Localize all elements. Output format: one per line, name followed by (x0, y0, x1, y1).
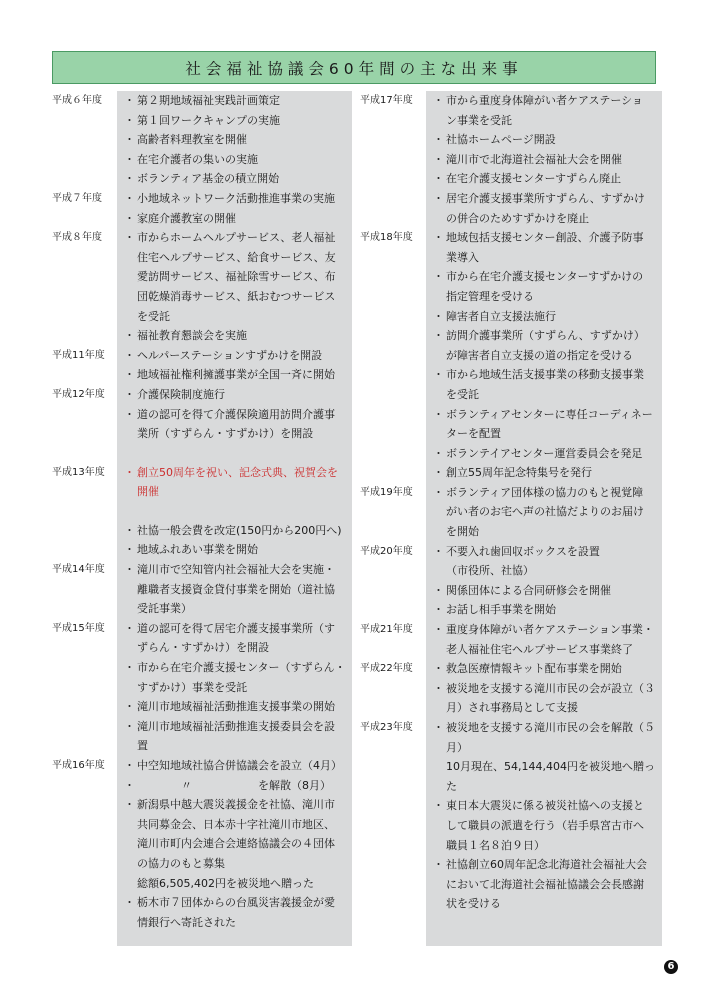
event-line: ・ 滝川市で北海道社会福祉大会を開催 (446, 152, 622, 166)
timeline-entry (360, 659, 664, 718)
event-item (126, 619, 348, 658)
event-item (435, 189, 660, 228)
event-item (126, 717, 348, 756)
event-line: すずかけ）事業を受託 (137, 680, 248, 694)
year-label: 平成16年度 (52, 760, 105, 771)
page-title (52, 51, 656, 84)
event-item (126, 540, 348, 560)
year-label: 平成13年度 (52, 466, 105, 478)
timeline-entry (360, 542, 664, 620)
year-label: 平成19年度 (360, 486, 413, 498)
event-line: ・ 不要入れ歯回収ボックスを設置 (446, 544, 600, 558)
event-line: ・ 市から在宅介護支援センターすずかけの (446, 270, 644, 284)
year-label: 平成22年度 (360, 663, 413, 675)
event-line: 指定管理を受ける (446, 289, 534, 303)
left-column (52, 91, 352, 932)
event-item (126, 893, 348, 932)
event-item (126, 346, 348, 366)
event-item (435, 679, 660, 718)
event-item (435, 659, 660, 679)
event-item (435, 91, 660, 130)
event-list (118, 189, 352, 228)
event-line: ・ 市から重度身体障がい者ケアステーショ (446, 94, 643, 107)
event-line: ・ 被災地を支援する滝川市民の会を解散（５ (446, 721, 655, 734)
event-line: ・ ヘルパーステーションすずかけを開設 (137, 348, 323, 362)
event-line: ・ 滝川市地域福祉活動推進支援委員会を設 (137, 719, 335, 733)
event-line: 状を受ける (446, 897, 501, 911)
event-item (435, 150, 660, 170)
event-line: ・ 在宅介護支援センターすずらん廃止 (446, 172, 622, 186)
event-line: ・ 介護保険制度施行 (137, 387, 225, 401)
timeline-entry (360, 228, 664, 483)
event-line: （市役所、社協） (446, 564, 534, 578)
event-line: ・ 地域ふれあい事業を開始 (137, 543, 258, 557)
event-line: ずらん・すずかけ）を開設 (137, 641, 270, 655)
event-line: ・ 在宅介護者の集いの実施 (137, 152, 258, 166)
event-list (427, 483, 664, 542)
event-line: ・ 社協創立60周年記念北海道社会福祉大会 (446, 858, 647, 872)
event-line: ・ 道の認可を得て居宅介護支援事業所（す (137, 621, 335, 635)
event-line: ・ 関係団体による合同研修会を開催 (446, 583, 611, 597)
event-line: ・ 市から在宅介護支援センター（すずらん・ (137, 661, 346, 675)
event-line: 住宅ヘルプサービス、給食サービス、友 (137, 250, 336, 264)
event-line: ・ 市からホームヘルプサービス、老人福祉 (137, 231, 336, 245)
event-item (435, 267, 660, 306)
year-label: 平成15年度 (52, 622, 105, 634)
event-item (435, 483, 660, 542)
event-list (118, 560, 352, 619)
event-item (126, 697, 348, 717)
event-line: 総額6,505,402円を被災地へ贈った (137, 876, 314, 890)
event-line: 業所（すずらん・すずかけ）を開設 (137, 427, 314, 441)
timeline-entry (52, 560, 352, 619)
event-line: 月）され事務局として支援 (446, 701, 578, 715)
event-item (435, 718, 660, 757)
event-line: ・ 第２期地域福祉実践計画策定 (137, 94, 280, 107)
timeline-entry (52, 756, 352, 932)
event-item (435, 307, 660, 327)
event-line: ン事業を受託 (446, 113, 512, 127)
event-item (126, 658, 348, 697)
event-item (126, 405, 348, 444)
event-line: が障害者自立支援の道の指定を受ける (446, 348, 633, 362)
event-item (435, 581, 660, 601)
event-item (126, 189, 348, 209)
event-line: ・ 社協ホームページ開設 (446, 133, 556, 147)
event-line: 職員１名８泊９日） (446, 838, 545, 852)
event-list (118, 385, 352, 444)
event-item (126, 130, 348, 150)
event-line: 受託事業） (137, 602, 192, 616)
event-item (126, 776, 348, 796)
event-line: ・ 東日本大震災に係る被災社協への支援と (446, 799, 644, 813)
event-item (126, 385, 348, 405)
event-line: ・ 訪問介護事業所（すずらん、すずかけ） (446, 329, 645, 343)
event-list (118, 228, 352, 346)
event-list (118, 619, 352, 756)
event-line: ・ お話し相手事業を開始 (446, 603, 556, 617)
event-line: 情銀行へ寄託された (137, 915, 236, 929)
right-column (360, 91, 664, 914)
event-item (126, 365, 348, 385)
event-item (126, 795, 348, 893)
event-item (126, 169, 348, 189)
event-list (118, 756, 352, 932)
event-item (435, 130, 660, 150)
event-line: ・ 小地域ネットワーク活動推進事業の実施 (137, 191, 335, 205)
event-line: ・ 高齢者料理教室を開催 (137, 133, 247, 147)
year-label: 平成６年度 (52, 95, 102, 106)
event-line: を受託 (446, 387, 479, 401)
page-number: 6 (664, 960, 678, 974)
timeline-entry (360, 620, 664, 659)
event-line: ・ 福祉教育懇談会を実施 (137, 329, 247, 343)
event-item (435, 542, 660, 581)
event-line: ・ 地域福祉権利擁護事業が全国一斉に開始 (137, 368, 335, 382)
event-line: ・ 滝川市で空知管内社会福祉大会を実施・ (137, 563, 335, 577)
event-line: 愛訪問サービス、福祉除雪サービス、布 (137, 270, 336, 284)
event-line: ・ 救急医療情報キット配布事業を開始 (446, 662, 622, 676)
event-item (435, 757, 660, 796)
event-line: ・ 創立55周年記念特集号を発行 (446, 466, 592, 480)
event-line: ・ 被災地を支援する滝川市民の会が設立（３ (446, 681, 655, 695)
event-line: ・ 社協一般会費を改定(150円から200円へ) (137, 523, 342, 537)
event-item (435, 796, 660, 855)
event-item (435, 405, 660, 444)
event-line: 10月現在、54,144,404円を被災地へ贈っ (446, 760, 655, 774)
event-line: 開催 (137, 485, 159, 499)
event-item (126, 111, 348, 131)
event-line: がい者のお宅へ声の社協だよりのお届け (446, 505, 644, 519)
event-line: において北海道社会福祉協議会会長感謝 (446, 877, 644, 891)
event-item (435, 855, 660, 914)
event-item (435, 463, 660, 483)
timeline-entry (52, 346, 352, 385)
event-line: ・ 中空知地域社協合併協議会を設立（4月） (137, 759, 342, 772)
year-label: 平成12年度 (52, 388, 105, 400)
event-line: ・ 新潟県中越大震災義援金を社協、滝川市 (137, 798, 335, 812)
event-list (427, 718, 664, 914)
event-item (126, 521, 348, 541)
event-line: して職員の派遣を行う（岩手県宮古市へ (446, 818, 644, 832)
event-item (126, 91, 348, 111)
timeline-entry (360, 483, 664, 542)
timeline-entry (52, 385, 352, 444)
event-line: の協力のもと募集 (137, 856, 225, 870)
event-line: ・ 創立50周年を祝い、記念式典、祝賀会を (137, 465, 338, 479)
event-line: ・ 滝川市地域福祉活動推進支援事業の開始 (137, 700, 335, 714)
year-label: 平成７年度 (52, 192, 102, 204)
year-label: 平成18年度 (360, 232, 413, 244)
event-item (126, 463, 348, 502)
event-line: ・ 〃 を解散（8月） (137, 778, 331, 792)
event-line: ・ 重度身体障がい者ケアステーション事業・ (446, 623, 654, 637)
event-item (126, 228, 348, 326)
event-line: ・ ボランティア団体様の協力のもと視覚障 (446, 485, 644, 499)
event-line: た (446, 779, 457, 793)
event-line: ・ ボランティア基金の積立開始 (137, 172, 280, 186)
timeline-entry (52, 189, 352, 228)
event-line: ・ 市から地域生活支援事業の移動支援事業 (446, 368, 644, 382)
event-list (427, 228, 664, 483)
event-line: 置 (137, 739, 148, 753)
event-item (126, 560, 348, 619)
event-item (435, 365, 660, 404)
year-label: 平成14年度 (52, 564, 105, 576)
event-line: 月） (446, 740, 468, 754)
year-label: 平成21年度 (360, 624, 413, 636)
event-item (435, 620, 660, 659)
timeline-entry (52, 463, 352, 560)
year-label: 平成17年度 (360, 95, 413, 106)
event-item (435, 169, 660, 189)
spacer (52, 444, 352, 463)
event-item (435, 228, 660, 267)
event-item (435, 326, 660, 365)
event-list (427, 659, 664, 718)
event-list (427, 91, 664, 228)
event-line: 滝川市町内会連合会連絡協議会の４団体 (137, 837, 335, 851)
year-label: 平成８年度 (52, 232, 102, 244)
timeline-entry (52, 228, 352, 346)
event-line: ・ 障害者自立支援法施行 (446, 309, 556, 323)
event-line: 老人福祉住宅ヘルプサービス事業終了 (446, 642, 633, 656)
page-title-text: 社会福祉協議会60年間の主な出来事 (185, 59, 523, 78)
event-line: ・ ボランテイアセンター運営委員会を発足 (446, 446, 643, 460)
event-item (126, 756, 348, 776)
event-item (435, 600, 660, 620)
event-item (126, 150, 348, 170)
event-line: を受託 (137, 309, 170, 323)
event-list (427, 542, 664, 620)
event-line: ・ 居宅介護支援事業所すずらん、すずかけ (446, 191, 645, 205)
event-item (126, 326, 348, 346)
year-label: 平成11年度 (52, 349, 105, 361)
event-line: の併合のためすずかけを廃止 (446, 211, 590, 225)
event-line: ターを配置 (446, 427, 501, 441)
event-line: 団乾燥消毒サービス、紙おむつサービス (137, 289, 336, 303)
event-line: ・ 家庭介護教室の開催 (137, 211, 236, 225)
event-line: ・ 道の認可を得て介護保険適用訪問介護事 (137, 407, 335, 421)
year-label: 平成20年度 (360, 545, 413, 557)
event-list (118, 463, 352, 560)
timeline-entry (360, 91, 664, 228)
timeline-entry (360, 718, 664, 914)
event-item (435, 444, 660, 464)
timeline-entry (52, 91, 352, 189)
event-line: 業導入 (446, 250, 479, 264)
event-line: ・ 地域包括支援センター創設、介護予防事 (446, 231, 644, 245)
event-list (427, 620, 664, 659)
year-label: 平成23年度 (360, 722, 413, 733)
spacer (126, 502, 348, 521)
event-line: ・ 第１回ワークキャンプの実施 (137, 113, 280, 127)
timeline-entry (52, 619, 352, 756)
event-line: 共同募金会、日本赤十字社滝川市地区、 (137, 817, 335, 831)
event-line: 離職者支援資金貸付事業を開始（道社協 (137, 582, 335, 596)
event-list (118, 346, 352, 385)
event-line: ・ 栃木市７団体からの台風災害義援金が愛 (137, 896, 335, 910)
event-line: を開始 (446, 525, 479, 539)
event-list (118, 91, 352, 189)
event-item (126, 209, 348, 229)
event-line: ・ ボランティアセンターに専任コーディネー (446, 407, 653, 421)
